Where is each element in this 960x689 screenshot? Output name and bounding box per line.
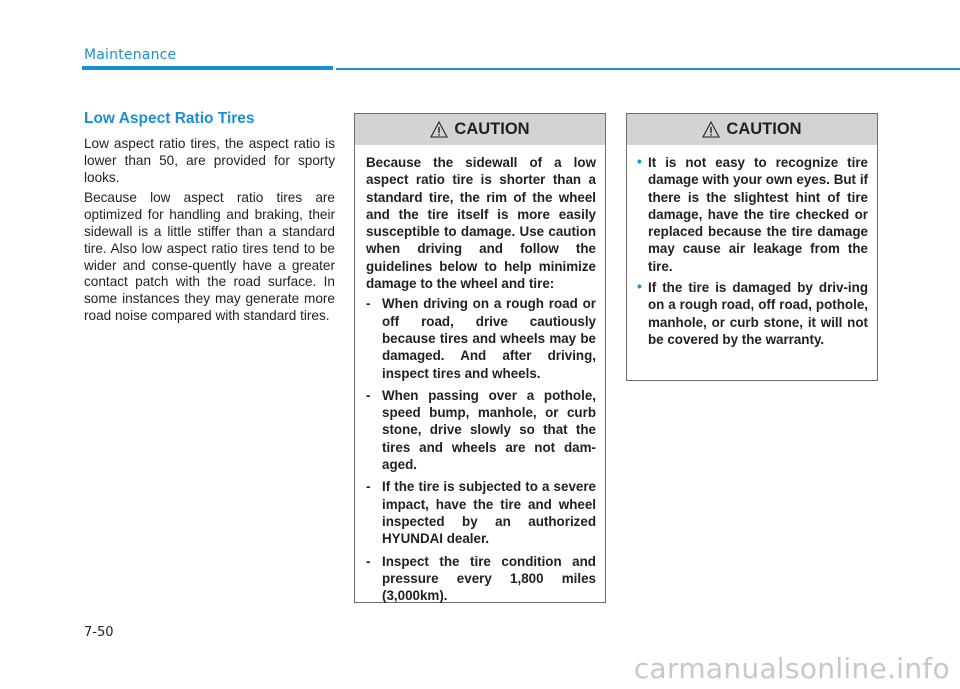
header-rule-thick <box>82 66 333 70</box>
list-item-text: Inspect the tire condition and pressure every 1,800 miles (3,000km). <box>382 553 596 604</box>
list-item <box>638 154 868 275</box>
watermark: carmanualsonline.info <box>633 652 950 685</box>
section-title: Maintenance <box>84 47 177 63</box>
dash-marker: - <box>366 553 371 569</box>
caution-title: CAUTION <box>726 120 802 138</box>
caution-body <box>627 145 877 348</box>
list-item <box>366 553 596 605</box>
header-rule-thin <box>336 68 960 70</box>
list-item-text: When driving on a rough road or off road, drive cautiously because tires and wheels may be damaged. And after driving, inspect tires and wheels. <box>382 296 596 381</box>
caution-box-1 <box>354 113 606 603</box>
paragraph: Low aspect ratio tires, the aspect ratio is lower than 50, are provided for sporty looks. <box>84 136 335 185</box>
list-item <box>638 279 868 348</box>
caution-intro: Because the sidewall of a low aspect ratio tire is shorter than a standard tire, the rim of the wheel and the tire itself is more easily susceptible to damage. Use caution when driving and follow the guidelines below to help minimize damage to the wheel and tire: <box>366 155 596 292</box>
caution-body <box>355 145 605 604</box>
caution-title: CAUTION <box>454 120 530 138</box>
dash-marker: - <box>366 387 371 403</box>
page-number: 7-50 <box>84 625 114 640</box>
paragraph: Because low aspect ratio tires are optimized for handling and braking, their sidewall is a little stiffer than a standard tire. Also low aspect ratio tires tend to be wider and conse-quently have a greater contact patch with the road surface. In some instances they may generate more road noise compared with standard tires. <box>84 190 335 323</box>
list-item-text: If the tire is subjected to a severe impact, have the tire and wheel inspected by an authorized HYUNDAI dealer. <box>382 479 596 547</box>
list-item-text: When passing over a pothole, speed bump, manhole, or curb stone, drive slowly so that the tires and wheels are not dam-aged. <box>382 387 596 473</box>
warning-triangle-icon <box>702 121 720 138</box>
left-column <box>84 110 335 329</box>
caution-header <box>355 114 605 145</box>
bullet-icon: • <box>637 153 642 169</box>
section-heading: Low Aspect Ratio Tires <box>84 110 255 127</box>
warning-triangle-icon <box>430 121 448 138</box>
list-item <box>366 478 596 547</box>
list-item-text: It is not easy to recognize tire damage with your own eyes. But if there is the slightest hint of tire damage, have the tire checked or replaced because the tire damage may cause air leakage from the tire. <box>648 155 868 274</box>
dash-marker: - <box>366 296 371 312</box>
dash-marker: - <box>366 479 371 495</box>
list-item <box>366 387 596 473</box>
caution-header <box>627 114 877 145</box>
bullet-icon: • <box>637 278 642 295</box>
list-item-text: If the tire is damaged by driv-ing on a rough road, off road, pothole, manhole, or curb stone, it will not be covered by the warranty. <box>648 280 868 347</box>
caution-box-2 <box>626 113 878 381</box>
list-item <box>366 295 596 381</box>
